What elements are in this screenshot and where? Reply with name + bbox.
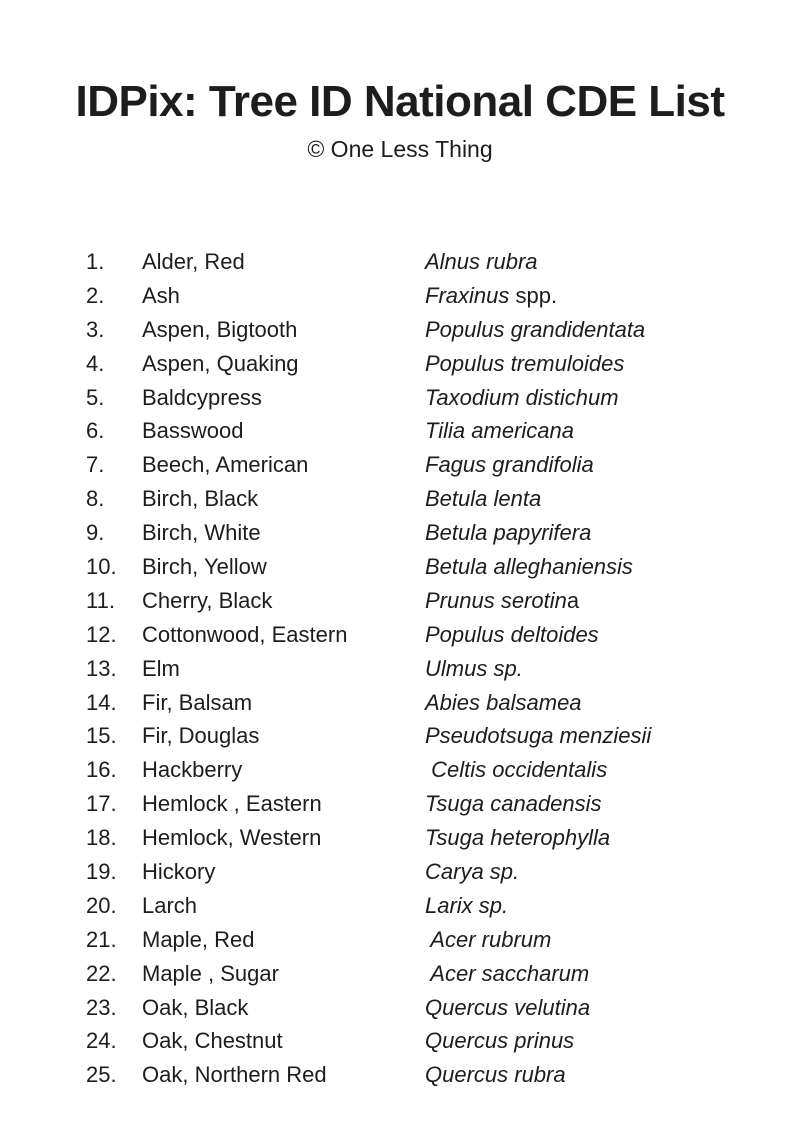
scientific-name: [425, 245, 770, 279]
item-number: 14.: [86, 689, 117, 715]
scientific-name: [425, 1024, 770, 1058]
scientific-name-italic: Populus deltoides: [425, 621, 599, 647]
list-item: [86, 414, 770, 448]
list-item: [86, 584, 770, 618]
scientific-name-italic: Alnus rubra: [425, 249, 538, 274]
list-item: [86, 448, 770, 482]
scientific-name: [425, 719, 770, 753]
list-item: [86, 855, 770, 889]
item-number: 2.: [86, 282, 105, 308]
scientific-name: [425, 1058, 770, 1092]
common-name: Ash: [142, 282, 180, 308]
scientific-name-italic: Tilia americana: [425, 418, 574, 444]
scientific-name-italic: Fraxinus: [425, 282, 510, 308]
common-name: Hemlock, Western: [142, 825, 322, 851]
item-number: 7.: [86, 452, 105, 478]
list-item: [86, 516, 770, 550]
scientific-name-italic: Acer rubrum: [425, 926, 552, 952]
copyright-subtitle: © One Less Thing: [307, 136, 493, 162]
common-name: Aspen, Quaking: [142, 350, 299, 376]
common-name: Oak, Chestnut: [142, 1028, 283, 1054]
scientific-name: [425, 279, 770, 313]
scientific-name-italic: Taxodium distichum: [425, 384, 619, 410]
common-name: Oak, Northern Red: [142, 1062, 327, 1088]
page-title: IDPix: Tree ID National CDE List: [75, 77, 725, 126]
scientific-name-italic: Betula alleghaniensis: [425, 554, 633, 580]
scientific-name: [425, 482, 770, 516]
scientific-name: [425, 923, 770, 957]
item-number: 16.: [86, 757, 117, 783]
scientific-name-italic: Quercus rubra: [425, 1062, 566, 1088]
item-number: 3.: [86, 316, 105, 342]
item-number: 5.: [86, 384, 105, 410]
common-name: Fir, Douglas: [142, 723, 260, 749]
scientific-name-italic: Larix sp.: [425, 892, 509, 918]
scientific-name: [425, 448, 770, 482]
scientific-name: [425, 787, 770, 821]
common-name: Birch, White: [142, 520, 261, 546]
common-name: Birch, Black: [142, 486, 259, 512]
list-item: [86, 991, 770, 1025]
common-name: Oak, Black: [142, 994, 249, 1020]
item-number: 13.: [86, 655, 117, 681]
item-number: 20.: [86, 892, 117, 918]
item-number: 11.: [86, 587, 115, 613]
scientific-name: [425, 516, 770, 550]
scientific-name: [425, 313, 770, 347]
scientific-name: [425, 686, 770, 720]
item-number: 19.: [86, 859, 117, 885]
common-name: Fir, Balsam: [142, 689, 253, 715]
scientific-name-italic: Tsuga canadensis: [425, 791, 602, 817]
scientific-name: [425, 652, 770, 686]
scientific-name: [425, 550, 770, 584]
list-item: [86, 245, 770, 279]
scientific-name-italic: Populus grandidentata: [425, 316, 646, 342]
item-number: 8.: [86, 486, 105, 512]
list-item: [86, 957, 770, 991]
item-number: 25.: [86, 1062, 117, 1088]
common-name: Maple , Sugar: [142, 960, 279, 986]
list-item: [86, 618, 770, 652]
list-item: [86, 381, 770, 415]
scientific-name-italic: Abies balsamea: [425, 689, 582, 715]
list-item: [86, 686, 770, 720]
common-name: Maple, Red: [142, 926, 255, 952]
common-name: Cherry, Black: [142, 587, 273, 613]
list-item: [86, 889, 770, 923]
list-item: [86, 279, 770, 313]
common-name: Aspen, Bigtooth: [142, 316, 298, 342]
common-name: Cottonwood, Eastern: [142, 621, 348, 647]
scientific-name-italic: Populus tremuloides: [425, 350, 625, 376]
scientific-name: [425, 753, 770, 787]
list-item: [86, 652, 770, 686]
list-item: [86, 923, 770, 957]
common-name: Beech, American: [142, 452, 309, 478]
common-name: Larch: [142, 892, 198, 918]
scientific-name: [425, 991, 770, 1025]
scientific-name-italic: Carya sp.: [425, 859, 520, 885]
scientific-name: [425, 618, 770, 652]
scientific-name: [425, 821, 770, 855]
scientific-name: [425, 957, 770, 991]
scientific-name-italic: Ulmus sp.: [425, 655, 523, 681]
scientific-name: [425, 889, 770, 923]
common-name: Hemlock , Eastern: [142, 791, 322, 817]
item-number: 10.: [86, 554, 117, 580]
scientific-name-italic: Celtis occidentalis: [425, 757, 608, 783]
item-number: 4.: [86, 350, 105, 376]
item-number: 15.: [86, 723, 117, 749]
common-name: Baldcypress: [142, 384, 262, 410]
item-number: 23.: [86, 994, 117, 1020]
scientific-name-italic: Pseudotsuga menziesii: [425, 723, 652, 749]
item-number: 17.: [86, 791, 117, 817]
scientific-name: [425, 855, 770, 889]
list-item: [86, 1024, 770, 1058]
scientific-name-italic: Betula papyrifera: [425, 520, 592, 546]
item-number: 21.: [86, 926, 117, 952]
scientific-name-italic: Acer saccharum: [425, 960, 590, 986]
scientific-name-suffix: spp.: [509, 282, 558, 308]
scientific-name: [425, 584, 770, 618]
item-number: 6.: [86, 418, 105, 444]
item-number: 12.: [86, 621, 117, 647]
scientific-name-italic: Fagus grandifolia: [425, 452, 594, 478]
common-name: Birch, Yellow: [142, 554, 267, 580]
list-item: [86, 550, 770, 584]
list-item: [86, 482, 770, 516]
item-number: 24.: [86, 1028, 117, 1054]
scientific-name-italic: Tsuga heterophylla: [425, 825, 611, 851]
common-name: Elm: [142, 655, 180, 681]
scientific-name: [425, 381, 770, 415]
common-name: Hackberry: [142, 757, 243, 783]
list-item: [86, 313, 770, 347]
tree-list: [86, 245, 770, 1092]
list-item: [86, 821, 770, 855]
list-item: [86, 1058, 770, 1092]
scientific-name-italic: Betula lenta: [425, 486, 542, 512]
list-item: [86, 719, 770, 753]
item-number: 22.: [86, 960, 117, 986]
scientific-name: [425, 414, 770, 448]
list-item: [86, 787, 770, 821]
scientific-name-italic: Quercus prinus: [425, 1028, 575, 1054]
common-name: Hickory: [142, 859, 216, 885]
list-item: [86, 347, 770, 381]
item-number: 1.: [86, 249, 105, 274]
common-name: Alder, Red: [142, 249, 245, 274]
scientific-name-italic: Quercus velutina: [425, 994, 591, 1020]
scientific-name-suffix: a: [566, 587, 580, 613]
scientific-name-italic: Prunus serotin: [425, 587, 567, 613]
list-item: [86, 753, 770, 787]
item-number: 18.: [86, 825, 117, 851]
scientific-name: [425, 347, 770, 381]
item-number: 9.: [86, 520, 105, 546]
common-name: Basswood: [142, 418, 244, 444]
